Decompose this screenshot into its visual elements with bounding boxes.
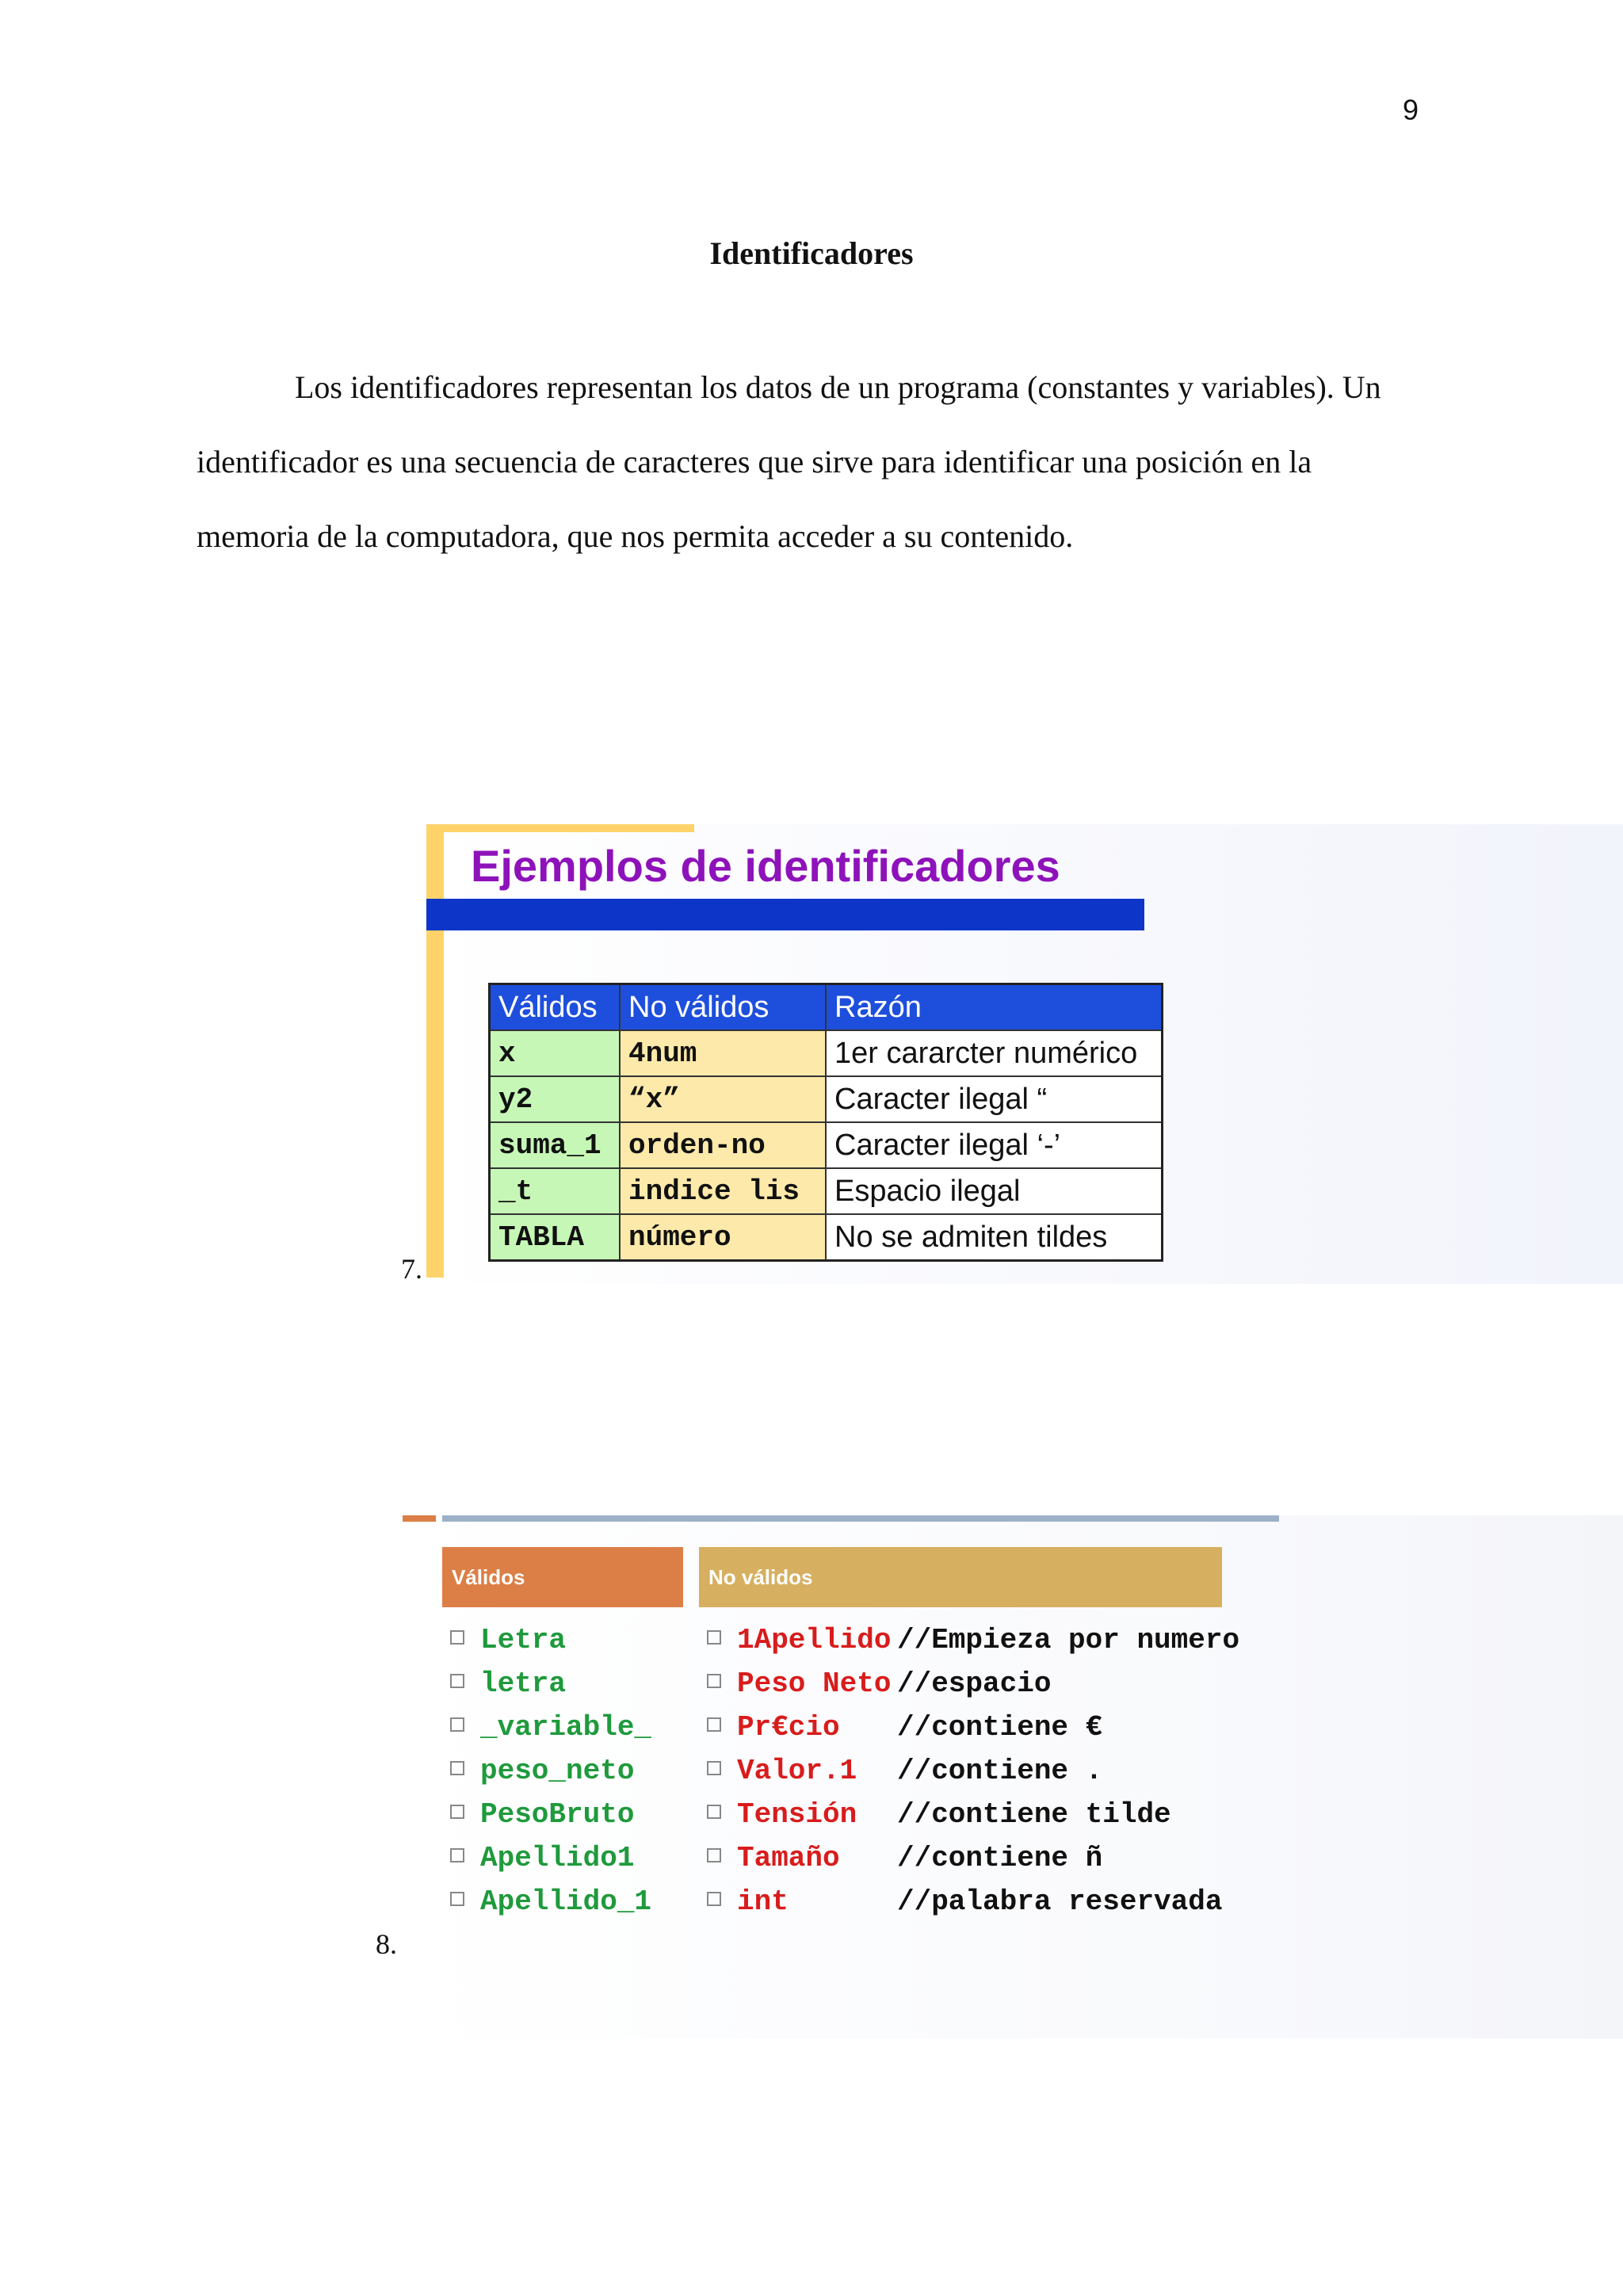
list-item	[450, 1749, 651, 1793]
decorative-bar	[426, 824, 694, 832]
list-item	[707, 1793, 1239, 1836]
paragraph-line-3: memoria de la computadora, que nos permita acceder a su contenido.	[197, 518, 1074, 554]
invalid-identifier: int	[737, 1885, 789, 1918]
decorative-line	[403, 1515, 436, 1522]
invalid-identifier: Tensión	[737, 1798, 857, 1831]
list-item	[707, 1749, 1239, 1793]
figure-7-title: Ejemplos de identificadores	[471, 841, 1060, 891]
valid-identifier: PesoBruto	[480, 1798, 635, 1831]
list-item	[707, 1706, 1239, 1749]
valid-cell: suma_1	[490, 1122, 621, 1168]
valid-identifier: letra	[480, 1668, 567, 1700]
figure-8-valid-invalid-lists	[403, 1515, 1623, 2038]
square-bullet-icon	[707, 1761, 721, 1775]
invalid-list-header: No válidos	[699, 1547, 1222, 1607]
square-bullet-icon	[450, 1892, 464, 1906]
square-bullet-icon	[707, 1630, 721, 1645]
invalid-cell: indice lis	[620, 1168, 826, 1214]
paragraph-line-1	[197, 350, 1433, 425]
invalid-identifier: 1Apellido	[737, 1624, 892, 1656]
title-underline-bar	[426, 899, 1144, 930]
valid-identifier: peso_neto	[480, 1755, 635, 1787]
invalid-identifier: Pr€cio	[737, 1711, 840, 1744]
reason-comment: //contiene tilde	[897, 1798, 1171, 1831]
valid-cell: TABLA	[490, 1214, 621, 1261]
invalid-identifier: Valor.1	[737, 1755, 857, 1787]
square-bullet-icon	[707, 1717, 721, 1732]
reason-cell: Caracter ilegal “	[826, 1076, 1163, 1122]
page-title: Identificadores	[709, 235, 914, 271]
table-row	[490, 1076, 1163, 1122]
reason-cell: Caracter ilegal ‘-’	[826, 1122, 1163, 1168]
square-bullet-icon	[450, 1717, 464, 1732]
reason-comment: //contiene ñ	[897, 1842, 1103, 1874]
square-bullet-icon	[450, 1805, 464, 1819]
valid-identifier: Letra	[480, 1624, 567, 1656]
table-row	[490, 1168, 1163, 1214]
paragraph-text: Los identificadores representan los datos de un programa (constantes y variables). Un	[295, 369, 1381, 405]
square-bullet-icon	[707, 1892, 721, 1906]
valid-list-header: Válidos	[442, 1547, 683, 1607]
page-number: 9	[1403, 94, 1419, 126]
decorative-bar	[426, 824, 444, 1278]
valid-identifier: _variable_	[480, 1711, 652, 1744]
square-bullet-icon	[450, 1674, 464, 1688]
invalid-identifier: Tamaño	[737, 1842, 840, 1874]
square-bullet-icon	[450, 1761, 464, 1775]
list-item	[450, 1706, 651, 1749]
valid-identifier: Apellido1	[480, 1842, 635, 1874]
invalid-identifier: Peso Neto	[737, 1668, 892, 1700]
valid-cell: y2	[490, 1076, 621, 1122]
table-header-row	[490, 984, 1163, 1031]
reason-comment: //contiene €	[897, 1711, 1103, 1744]
reason-comment: //palabra reservada	[897, 1885, 1223, 1918]
reason-cell: No se admiten tildes	[826, 1214, 1163, 1261]
figure-8-label: 8.	[376, 1928, 397, 1960]
table-row	[490, 1214, 1163, 1261]
reason-comment: //espacio	[897, 1668, 1052, 1700]
valid-cell: _t	[490, 1168, 621, 1214]
invalid-cell: número	[620, 1214, 826, 1261]
figure-7-identifier-examples	[426, 824, 1623, 1284]
valid-identifiers-list	[450, 1618, 651, 1924]
reason-comment: //Empieza por numero	[897, 1624, 1240, 1656]
list-item	[450, 1836, 651, 1880]
invalid-cell: “x”	[620, 1076, 826, 1122]
square-bullet-icon	[450, 1630, 464, 1645]
list-item	[450, 1618, 651, 1662]
square-bullet-icon	[450, 1848, 464, 1862]
list-item	[450, 1662, 651, 1706]
valid-identifier: Apellido_1	[480, 1885, 652, 1918]
invalid-cell: orden-no	[620, 1122, 826, 1168]
list-item	[707, 1662, 1239, 1706]
invalid-identifiers-list	[707, 1618, 1239, 1924]
square-bullet-icon	[707, 1805, 721, 1819]
reason-cell: 1er cararcter numérico	[826, 1030, 1163, 1076]
reason-cell: Espacio ilegal	[826, 1168, 1163, 1214]
list-item	[450, 1880, 651, 1924]
column-header-valid: Válidos	[490, 984, 621, 1031]
list-item	[707, 1618, 1239, 1662]
identifier-table	[488, 983, 1163, 1262]
valid-cell: x	[490, 1030, 621, 1076]
decorative-line	[442, 1515, 1279, 1522]
table-row	[490, 1122, 1163, 1168]
list-item	[707, 1836, 1239, 1880]
invalid-cell: 4num	[620, 1030, 826, 1076]
square-bullet-icon	[707, 1848, 721, 1862]
figure-7-label: 7.	[401, 1253, 422, 1285]
column-header-invalid: No válidos	[620, 984, 826, 1031]
column-header-reason: Razón	[826, 984, 1163, 1031]
table-row	[490, 1030, 1163, 1076]
list-item	[450, 1793, 651, 1836]
square-bullet-icon	[707, 1674, 721, 1688]
reason-comment: //contiene .	[897, 1755, 1103, 1787]
list-item	[707, 1880, 1239, 1924]
paragraph-line-2: identificador es una secuencia de caracteres que sirve para identificar una posición en la	[197, 444, 1312, 479]
